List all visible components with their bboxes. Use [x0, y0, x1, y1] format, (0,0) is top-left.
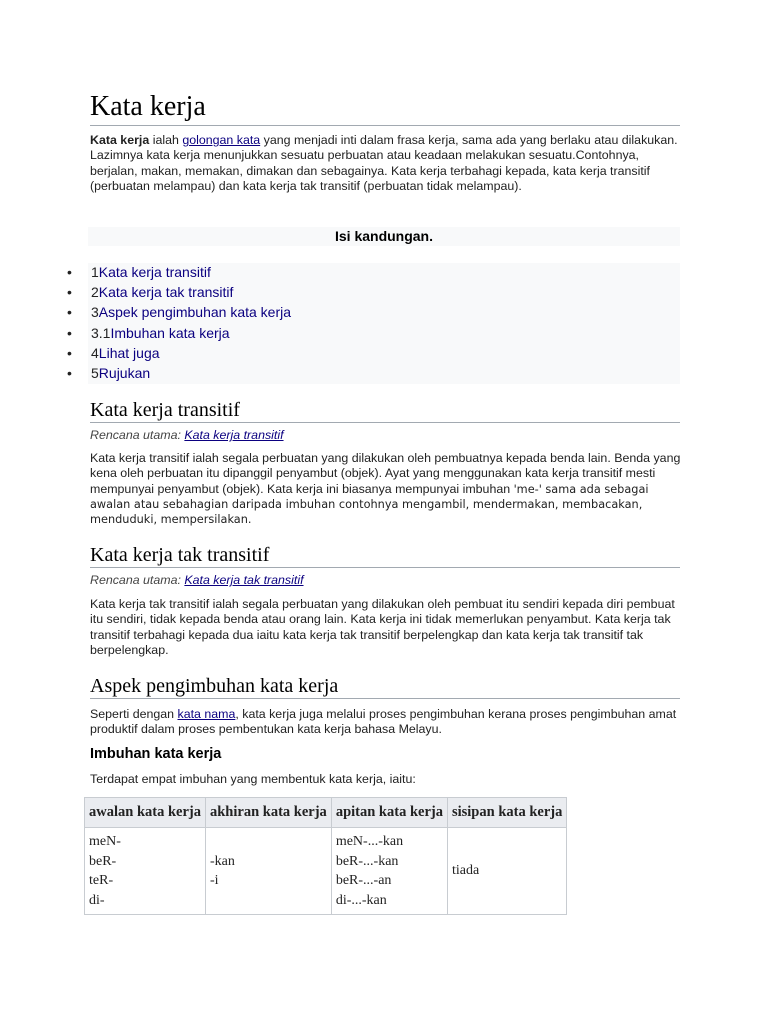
hatnote-tak-transitif — [90, 573, 304, 588]
toc-link[interactable]: Aspek pengimbuhan kata kerja — [98, 304, 292, 321]
bullet-icon: • — [67, 264, 72, 280]
toc-item[interactable] — [67, 363, 291, 383]
toc-number: 4 — [91, 344, 99, 361]
paragraph-text-alt: 'me-' sama ada sebagai awalan atau sebahagian daripada imbuhan contohnya mengambil, mendermakan, membacakan, menduduki, mempersilakan. — [90, 482, 649, 527]
paragraph-transitif — [90, 451, 682, 527]
section-heading-transitif: Kata kerja transitif — [90, 398, 680, 423]
toc-number: 3 — [91, 304, 99, 321]
intro-bold-term: Kata kerja — [90, 133, 150, 147]
toc-item[interactable] — [67, 343, 291, 363]
bullet-icon: • — [67, 284, 72, 301]
column-header: awalan kata kerja — [85, 798, 206, 828]
toc-link[interactable]: Imbuhan kata kerja — [110, 324, 230, 341]
kata-nama-link[interactable]: kata nama — [177, 707, 236, 721]
main-article-link[interactable]: Kata kerja tak transitif — [184, 573, 304, 587]
paragraph-text-continued: , kata kerja juga melalui proses pengimbuhan kerana proses pengimbuhan amat produktif dalam proses pembentukan kata kerja bahasa Melayu. — [90, 707, 677, 737]
toc-number: 2 — [91, 284, 99, 301]
column-header: apitan kata kerja — [331, 798, 447, 828]
table-cell: meN- beR- teR- di- — [85, 828, 206, 915]
toc-link[interactable]: Kata kerja tak transitif — [98, 284, 234, 301]
toc-number: 5 — [91, 365, 99, 382]
table-header-row — [85, 798, 567, 828]
section-heading-tak-transitif: Kata kerja tak transitif — [90, 543, 680, 568]
toc-link[interactable]: Kata kerja transitif — [98, 264, 211, 280]
intro-paragraph — [90, 133, 682, 194]
intro-text: ialah — [149, 133, 183, 147]
column-header: akhiran kata kerja — [205, 798, 331, 828]
toc-link[interactable]: Rujukan — [98, 365, 151, 382]
table-cell: tiada — [447, 828, 566, 915]
hatnote-prefix: Rencana utama: — [90, 573, 185, 587]
toc-link[interactable]: Lihat juga — [98, 344, 160, 361]
bullet-icon: • — [67, 344, 72, 361]
bullet-icon: • — [67, 365, 72, 382]
paragraph-aspek — [90, 707, 682, 738]
hatnote-prefix: Rencana utama: — [90, 428, 185, 442]
hatnote-transitif — [90, 428, 284, 443]
paragraph-text: Seperti dengan — [90, 707, 178, 721]
table-row — [85, 828, 567, 915]
column-header: sisipan kata kerja — [447, 798, 566, 828]
main-article-link[interactable]: Kata kerja transitif — [184, 428, 284, 442]
paragraph-text: Kata kerja transitif ialah segala perbuatan yang dilakukan oleh pembuatnya kepada benda lain. Benda yang kena oleh perbuatan itu dipanggil penyambut (objek). Ayat yang menggunakan kata kerja transitif mesti mempunyai penyambut (objek). Kata kerja ini biasanya mempunyai imbuhan — [90, 451, 681, 496]
golongan-kata-link[interactable]: golongan kata — [182, 133, 261, 147]
subsection-heading-imbuhan: Imbuhan kata kerja — [90, 746, 222, 762]
section-heading-aspek: Aspek pengimbuhan kata kerja — [90, 674, 680, 699]
table-cell: -kan -i — [205, 828, 331, 915]
toc-number: 3.1 — [91, 324, 111, 341]
paragraph-imbuhan: Terdapat empat imbuhan yang membentuk kata kerja, iaitu: — [90, 772, 416, 786]
bullet-icon: • — [67, 304, 72, 321]
toc-item[interactable] — [67, 282, 291, 302]
intro-text-continued: yang menjadi inti dalam frasa kerja, sama ada yang berlaku atau dilakukan. Lazimnya kata kerja menunjukkan sesuatu perbuatan atau keadaan melakukan sesuatu.Contohnya, berjalan, makan, memakan, dimakan dan sebagainya. Kata kerja terbahagi kepada, kata kerja transitif (perbuatan melampau) dan kata kerja tak transitif (perbuatan tidak melampau). — [90, 133, 678, 193]
toc-item[interactable] — [67, 302, 291, 322]
imbuhan-table — [84, 797, 567, 915]
toc-number: 1 — [91, 264, 99, 280]
paragraph-tak-transitif: Kata kerja tak transitif ialah segala perbuatan yang dilakukan oleh pembuat itu sendiri kepada diri pembuat itu sendiri, tidak kepada benda atau orang lain. Kata kerja ini tidak memerlukan penyambut. Kata kerja tak transitif terbahagi kepada dua iaitu kata kerja tak transitif berpelengkap dan kata kerja tak transitif tak berpelengkap. — [90, 597, 675, 657]
page-title: Kata kerja — [90, 90, 680, 126]
table-of-contents — [67, 262, 291, 383]
toc-item[interactable] — [67, 323, 291, 343]
table-cell: meN-...-kan beR-...-kan beR-...-an di-...-kan — [331, 828, 447, 915]
toc-title: Isi kandungan. — [88, 227, 680, 246]
toc-item[interactable] — [67, 262, 291, 282]
bullet-icon: • — [67, 324, 72, 341]
